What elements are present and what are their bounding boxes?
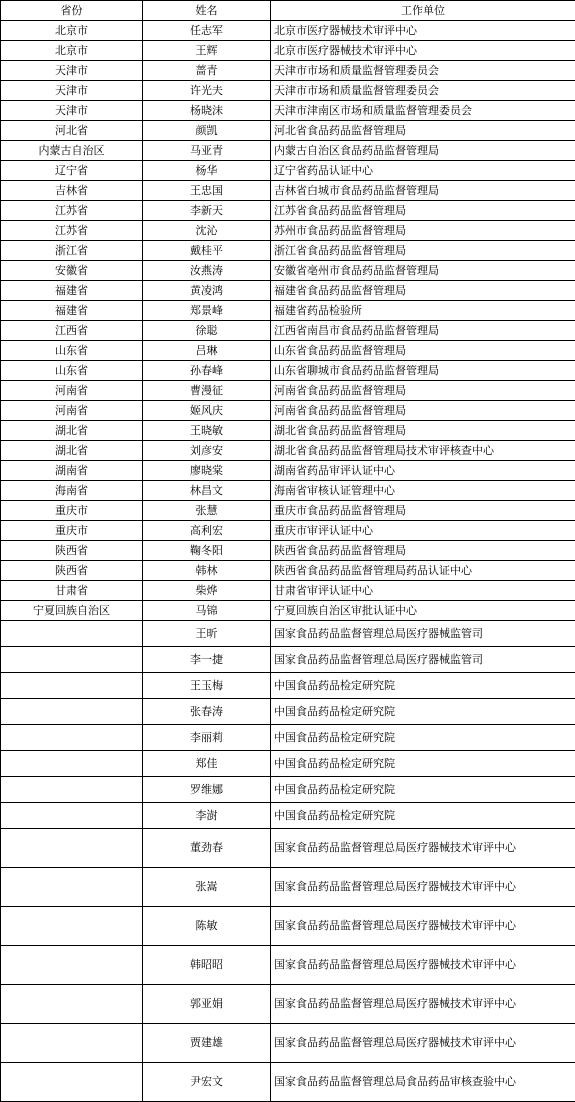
table-row <box>1 985 575 1024</box>
province-cell: 陕西省 <box>1 561 143 581</box>
name-cell: 马亚青 <box>143 141 271 161</box>
table-row <box>1 181 575 201</box>
unit-cell: 重庆市审评认证中心 <box>271 521 575 541</box>
unit-cell: 天津市市场和质量监督管理委员会 <box>271 81 575 101</box>
table-row <box>1 725 575 751</box>
unit-cell: 江苏省食品药品监督管理局 <box>271 201 575 221</box>
table-row <box>1 1063 575 1102</box>
province-cell: 湖北省 <box>1 421 143 441</box>
name-cell: 汝燕涛 <box>143 261 271 281</box>
name-cell: 王忠国 <box>143 181 271 201</box>
table-row <box>1 581 575 601</box>
province-cell: 北京市 <box>1 41 143 61</box>
unit-cell: 中国食品药品检定研究院 <box>271 803 575 829</box>
table-row <box>1 461 575 481</box>
name-cell: 马锦 <box>143 601 271 621</box>
province-cell: 陕西省 <box>1 541 143 561</box>
province-cell <box>1 803 143 829</box>
name-cell: 董劲春 <box>143 829 271 868</box>
unit-cell: 国家食品药品监督管理总局医疗器械技术审评中心 <box>271 907 575 946</box>
table-body <box>1 21 575 1102</box>
unit-cell: 安徽省亳州市食品药品监督管理局 <box>271 261 575 281</box>
name-cell: 柴烨 <box>143 581 271 601</box>
province-cell: 内蒙古自治区 <box>1 141 143 161</box>
province-cell <box>1 699 143 725</box>
province-cell: 吉林省 <box>1 181 143 201</box>
unit-cell: 重庆市食品药品监督管理局 <box>271 501 575 521</box>
table-row <box>1 421 575 441</box>
unit-cell: 山东省食品药品监督管理局 <box>271 341 575 361</box>
table-row <box>1 777 575 803</box>
table-row <box>1 699 575 725</box>
name-cell: 李丽莉 <box>143 725 271 751</box>
name-cell: 杨华 <box>143 161 271 181</box>
table-row <box>1 803 575 829</box>
table-row <box>1 521 575 541</box>
unit-cell: 河北省食品药品监督管理局 <box>271 121 575 141</box>
table-row <box>1 321 575 341</box>
province-cell: 安徽省 <box>1 261 143 281</box>
name-cell: 郑佳 <box>143 751 271 777</box>
name-cell: 林昌文 <box>143 481 271 501</box>
header-row <box>1 1 575 21</box>
name-cell: 张慧 <box>143 501 271 521</box>
table-row <box>1 441 575 461</box>
table-row <box>1 201 575 221</box>
name-cell: 王玉梅 <box>143 673 271 699</box>
unit-cell: 中国食品药品检定研究院 <box>271 777 575 803</box>
name-cell: 姬风庆 <box>143 401 271 421</box>
name-cell: 尹宏文 <box>143 1063 271 1102</box>
table-row <box>1 647 575 673</box>
unit-cell: 浙江省食品药品监督管理局 <box>271 241 575 261</box>
unit-cell: 河南省食品药品监督管理局 <box>271 381 575 401</box>
province-cell: 福建省 <box>1 301 143 321</box>
name-cell: 郑景峰 <box>143 301 271 321</box>
table-row <box>1 341 575 361</box>
unit-cell: 海南省审核认证管理中心 <box>271 481 575 501</box>
unit-cell: 天津市市场和质量监督管理委员会 <box>271 61 575 81</box>
table-row <box>1 81 575 101</box>
table-row <box>1 141 575 161</box>
unit-cell: 陕西省食品药品监督管理局 <box>271 541 575 561</box>
province-cell: 山东省 <box>1 361 143 381</box>
unit-cell: 国家食品药品监督管理总局医疗器械技术审评中心 <box>271 946 575 985</box>
table-row <box>1 381 575 401</box>
unit-cell: 辽宁省药品认证中心 <box>271 161 575 181</box>
unit-cell: 天津市津南区市场和质量监督管理委员会 <box>271 101 575 121</box>
province-cell <box>1 673 143 699</box>
province-cell <box>1 621 143 647</box>
unit-cell: 北京市医疗器械技术审评中心 <box>271 41 575 61</box>
name-cell: 黄凌鸿 <box>143 281 271 301</box>
unit-cell: 江西省南昌市食品药品监督管理局 <box>271 321 575 341</box>
table-row <box>1 101 575 121</box>
province-cell <box>1 751 143 777</box>
province-cell: 重庆市 <box>1 521 143 541</box>
province-cell: 江西省 <box>1 321 143 341</box>
name-cell: 李一捷 <box>143 647 271 673</box>
name-cell: 陈敏 <box>143 907 271 946</box>
table-row <box>1 561 575 581</box>
unit-cell: 国家食品药品监督管理总局医疗器械监管司 <box>271 647 575 673</box>
province-cell: 江苏省 <box>1 221 143 241</box>
name-cell: 王昕 <box>143 621 271 647</box>
unit-cell: 陕西省食品药品监督管理局药品认证中心 <box>271 561 575 581</box>
name-cell: 高利宏 <box>143 521 271 541</box>
table-row <box>1 241 575 261</box>
unit-cell: 湖北省食品药品监督管理局 <box>271 421 575 441</box>
unit-cell: 北京市医疗器械技术审评中心 <box>271 21 575 41</box>
unit-cell: 国家食品药品监督管理总局医疗器械技术审评中心 <box>271 985 575 1024</box>
province-cell <box>1 868 143 907</box>
unit-cell: 山东省聊城市食品药品监督管理局 <box>271 361 575 381</box>
unit-cell: 国家食品药品监督管理总局医疗器械技术审评中心 <box>271 829 575 868</box>
table-row <box>1 401 575 421</box>
table-row <box>1 907 575 946</box>
unit-cell: 国家食品药品监督管理总局医疗器械技术审评中心 <box>271 1024 575 1063</box>
table-row <box>1 481 575 501</box>
unit-cell: 宁夏回族自治区审批认证中心 <box>271 601 575 621</box>
province-cell <box>1 777 143 803</box>
unit-cell: 中国食品药品检定研究院 <box>271 751 575 777</box>
name-cell: 贾建雄 <box>143 1024 271 1063</box>
province-cell: 浙江省 <box>1 241 143 261</box>
table-row <box>1 21 575 41</box>
province-cell: 重庆市 <box>1 501 143 521</box>
table-row <box>1 161 575 181</box>
province-cell: 海南省 <box>1 481 143 501</box>
unit-cell: 福建省食品药品监督管理局 <box>271 281 575 301</box>
unit-cell: 湖南省药品审评认证中心 <box>271 461 575 481</box>
table-row <box>1 751 575 777</box>
table-row <box>1 301 575 321</box>
unit-cell: 中国食品药品检定研究院 <box>271 699 575 725</box>
name-cell: 戴桂平 <box>143 241 271 261</box>
name-cell: 张嵩 <box>143 868 271 907</box>
province-cell <box>1 725 143 751</box>
unit-cell: 中国食品药品检定研究院 <box>271 673 575 699</box>
province-cell: 天津市 <box>1 61 143 81</box>
province-cell: 宁夏回族自治区 <box>1 601 143 621</box>
name-cell: 罗维娜 <box>143 777 271 803</box>
unit-cell: 苏州市食品药品监督管理局 <box>271 221 575 241</box>
name-cell: 任志军 <box>143 21 271 41</box>
unit-cell: 国家食品药品监督管理总局食品药品审核查验中心 <box>271 1063 575 1102</box>
unit-cell: 甘肃省审评认证中心 <box>271 581 575 601</box>
table-row <box>1 621 575 647</box>
name-cell: 许光夫 <box>143 81 271 101</box>
name-cell: 郭亚娟 <box>143 985 271 1024</box>
table-row <box>1 361 575 381</box>
table-row <box>1 868 575 907</box>
table-row <box>1 501 575 521</box>
name-cell: 李澍 <box>143 803 271 829</box>
unit-cell: 福建省药品检验所 <box>271 301 575 321</box>
table-row <box>1 41 575 61</box>
name-cell: 孙春峰 <box>143 361 271 381</box>
province-cell <box>1 1024 143 1063</box>
name-cell: 鞠冬阳 <box>143 541 271 561</box>
province-cell <box>1 907 143 946</box>
province-cell: 河南省 <box>1 401 143 421</box>
table-row <box>1 601 575 621</box>
table-row <box>1 946 575 985</box>
province-cell <box>1 1063 143 1102</box>
name-cell: 廖晓棠 <box>143 461 271 481</box>
name-cell: 颜凯 <box>143 121 271 141</box>
table-row <box>1 1024 575 1063</box>
name-cell: 杨晓沫 <box>143 101 271 121</box>
province-cell: 湖南省 <box>1 461 143 481</box>
province-cell: 甘肃省 <box>1 581 143 601</box>
province-cell: 天津市 <box>1 81 143 101</box>
name-cell: 吕琳 <box>143 341 271 361</box>
table-row <box>1 121 575 141</box>
province-cell: 江苏省 <box>1 201 143 221</box>
table-row <box>1 61 575 81</box>
name-cell: 刘彦安 <box>143 441 271 461</box>
header-name: 姓名 <box>143 1 271 21</box>
table-row <box>1 541 575 561</box>
name-cell: 蔷青 <box>143 61 271 81</box>
name-cell: 徐聪 <box>143 321 271 341</box>
table-row <box>1 673 575 699</box>
province-cell: 河北省 <box>1 121 143 141</box>
name-cell: 王晓敏 <box>143 421 271 441</box>
unit-cell: 中国食品药品检定研究院 <box>271 725 575 751</box>
name-cell: 张春涛 <box>143 699 271 725</box>
name-cell: 沈沁 <box>143 221 271 241</box>
table-row <box>1 221 575 241</box>
header-province: 省份 <box>1 1 143 21</box>
province-cell <box>1 985 143 1024</box>
name-cell: 李新天 <box>143 201 271 221</box>
unit-cell: 内蒙古自治区食品药品监督管理局 <box>271 141 575 161</box>
table-row <box>1 281 575 301</box>
province-cell: 天津市 <box>1 101 143 121</box>
province-cell: 湖北省 <box>1 441 143 461</box>
table-row <box>1 829 575 868</box>
province-cell: 北京市 <box>1 21 143 41</box>
name-cell: 王辉 <box>143 41 271 61</box>
unit-cell: 国家食品药品监督管理总局医疗器械监管司 <box>271 621 575 647</box>
province-cell: 山东省 <box>1 341 143 361</box>
unit-cell: 吉林省白城市食品药品监督管理局 <box>271 181 575 201</box>
header-unit: 工作单位 <box>271 1 575 21</box>
province-cell: 河南省 <box>1 381 143 401</box>
province-cell: 辽宁省 <box>1 161 143 181</box>
province-cell <box>1 829 143 868</box>
table-row <box>1 261 575 281</box>
unit-cell: 湖北省食品药品监督管理局技术审评核查中心 <box>271 441 575 461</box>
province-cell: 福建省 <box>1 281 143 301</box>
unit-cell: 国家食品药品监督管理总局医疗器械技术审评中心 <box>271 868 575 907</box>
name-cell: 韩昭昭 <box>143 946 271 985</box>
province-cell <box>1 647 143 673</box>
unit-cell: 河南省食品药品监督管理局 <box>271 401 575 421</box>
name-cell: 韩林 <box>143 561 271 581</box>
province-cell <box>1 946 143 985</box>
name-cell: 曹漫征 <box>143 381 271 401</box>
